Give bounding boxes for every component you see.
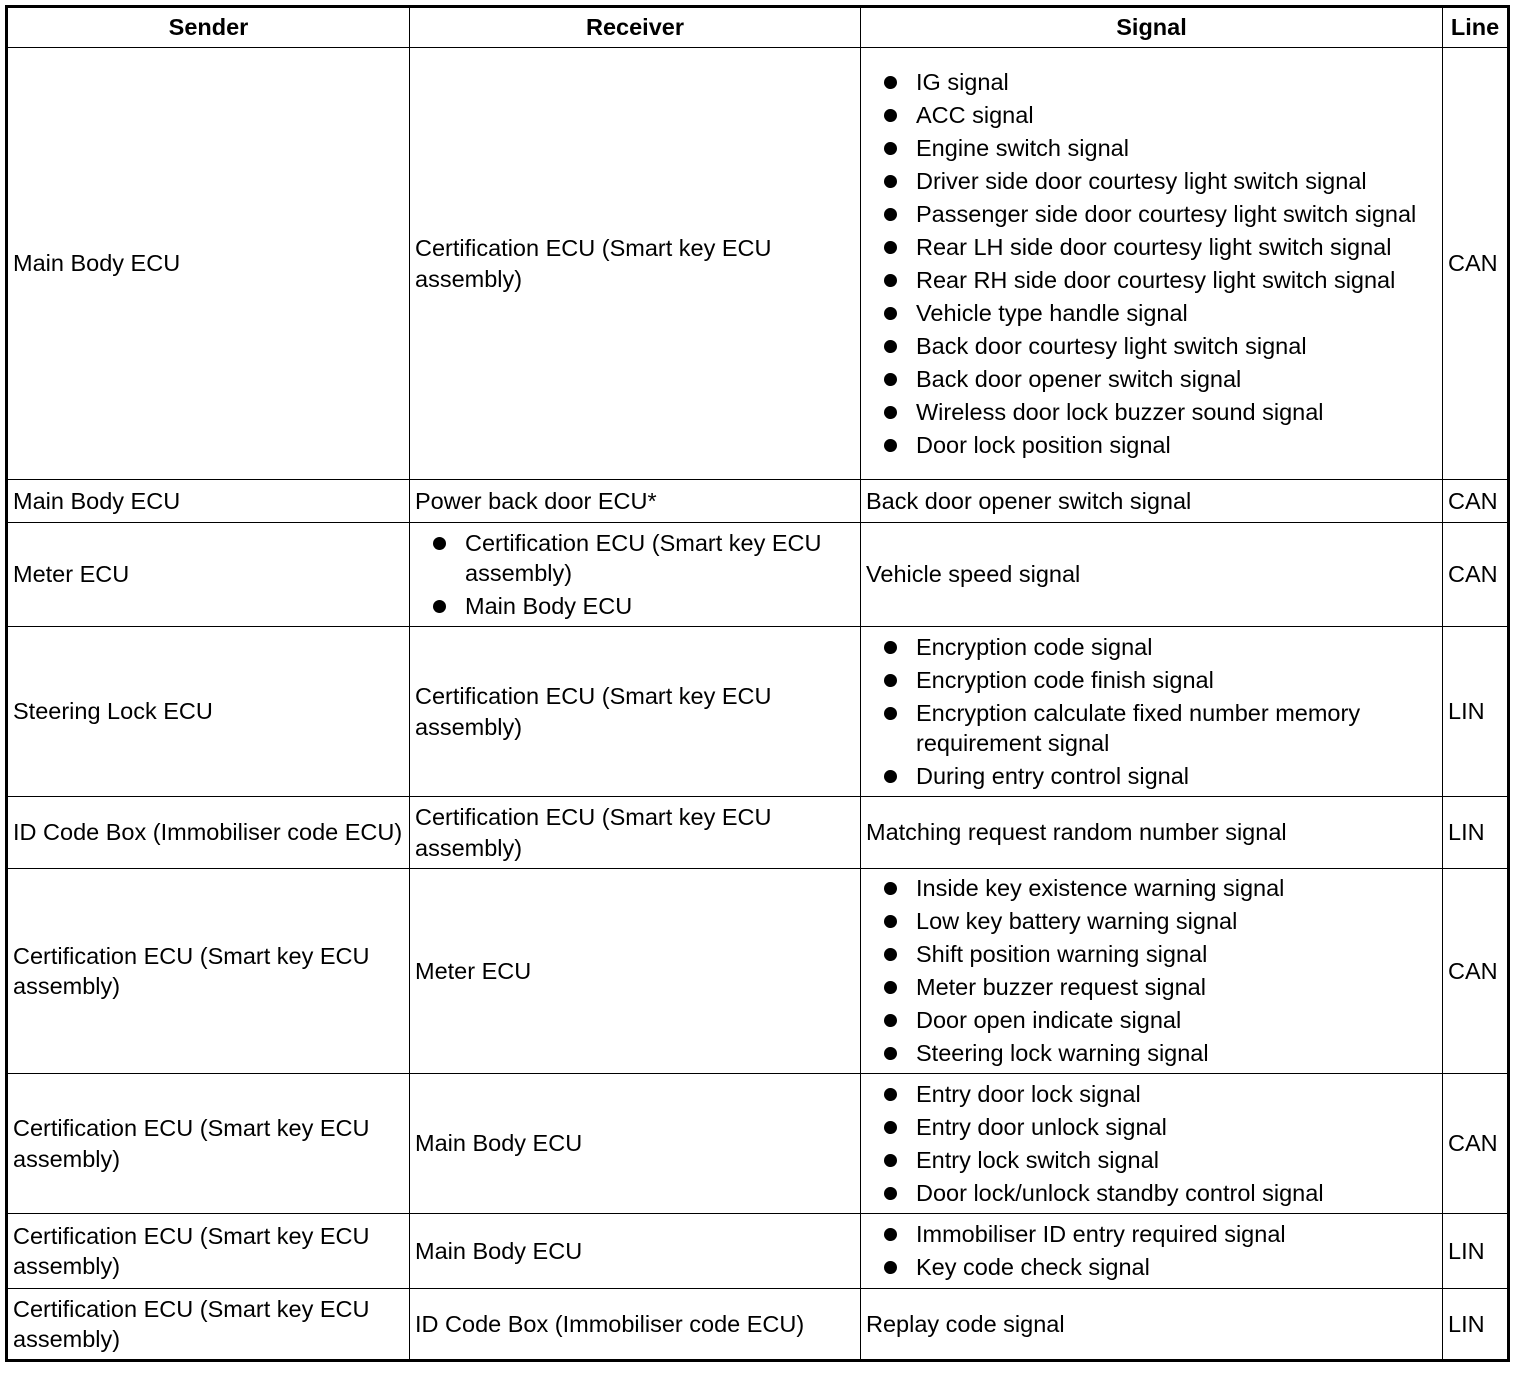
receiver-list [415,528,855,622]
line-cell: CAN [1443,1074,1509,1214]
table-row [7,1074,1509,1214]
signal-item: Vehicle type handle signal [866,298,1437,329]
receiver-cell: ID Code Box (Immobiliser code ECU) [410,1289,861,1361]
signal-cell [861,48,1443,480]
receiver-cell: Main Body ECU [410,1214,861,1289]
line-cell: CAN [1443,480,1509,523]
signal-list [866,1079,1437,1209]
table-header-row [7,7,1509,48]
sender-cell: ID Code Box (Immobiliser code ECU) [7,797,410,869]
signal-item: Low key battery warning signal [866,906,1437,937]
table-row [7,627,1509,797]
signal-item: Door lock position signal [866,430,1437,461]
table-row [7,869,1509,1074]
signal-item: Back door opener switch signal [866,364,1437,395]
signal-list [866,632,1437,792]
sender-cell: Meter ECU [7,523,410,627]
sender-cell: Certification ECU (Smart key ECU assembly) [7,869,410,1074]
receiver-cell: Certification ECU (Smart key ECU assembly) [410,48,861,480]
signal-cell: Back door opener switch signal [861,480,1443,523]
signal-cell [861,869,1443,1074]
sender-cell: Main Body ECU [7,48,410,480]
table-row [7,48,1509,480]
signal-item: IG signal [866,67,1437,98]
signal-item: Meter buzzer request signal [866,972,1437,1003]
signal-item: Entry door lock signal [866,1079,1437,1110]
signal-item: Back door courtesy light switch signal [866,331,1437,362]
line-cell: LIN [1443,1289,1509,1361]
signal-item: Encryption code finish signal [866,665,1437,696]
signal-cell [861,1214,1443,1289]
header-line: Line [1443,7,1509,48]
line-cell: LIN [1443,627,1509,797]
table-row [7,523,1509,627]
signal-cell [861,627,1443,797]
signal-list [866,873,1437,1069]
receiver-cell: Main Body ECU [410,1074,861,1214]
signal-item: Shift position warning signal [866,939,1437,970]
receiver-cell: Meter ECU [410,869,861,1074]
table-row [7,1289,1509,1361]
receiver-item: Certification ECU (Smart key ECU assembly) [415,528,855,589]
line-cell: CAN [1443,48,1509,480]
signal-cell: Replay code signal [861,1289,1443,1361]
signal-item: Encryption calculate fixed number memory requirement signal [866,698,1437,759]
signal-item: Inside key existence warning signal [866,873,1437,904]
signal-item: Encryption code signal [866,632,1437,663]
receiver-cell: Power back door ECU* [410,480,861,523]
sender-cell: Steering Lock ECU [7,627,410,797]
table-row [7,1214,1509,1289]
header-receiver: Receiver [410,7,861,48]
sender-cell: Main Body ECU [7,480,410,523]
signal-item: Door lock/unlock standby control signal [866,1178,1437,1209]
signal-list [866,1219,1437,1283]
signal-list [866,67,1437,461]
line-cell: LIN [1443,797,1509,869]
line-cell: CAN [1443,869,1509,1074]
signal-cell: Vehicle speed signal [861,523,1443,627]
receiver-cell [410,523,861,627]
line-cell: LIN [1443,1214,1509,1289]
signal-item: Steering lock warning signal [866,1038,1437,1069]
signal-item: Driver side door courtesy light switch signal [866,166,1437,197]
signal-item: ACC signal [866,100,1437,131]
table-row [7,797,1509,869]
receiver-cell: Certification ECU (Smart key ECU assembly) [410,627,861,797]
sender-cell: Certification ECU (Smart key ECU assembly) [7,1074,410,1214]
signal-cell: Matching request random number signal [861,797,1443,869]
signal-item: During entry control signal [866,761,1437,792]
line-cell: CAN [1443,523,1509,627]
signal-item: Immobiliser ID entry required signal [866,1219,1437,1250]
communication-table [5,5,1510,1362]
signal-item: Rear LH side door courtesy light switch signal [866,232,1437,263]
signal-item: Wireless door lock buzzer sound signal [866,397,1437,428]
signal-item: Door open indicate signal [866,1005,1437,1036]
signal-item: Entry lock switch signal [866,1145,1437,1176]
receiver-cell: Certification ECU (Smart key ECU assembly) [410,797,861,869]
header-signal: Signal [861,7,1443,48]
table-row [7,480,1509,523]
receiver-item: Main Body ECU [415,591,855,622]
signal-item: Rear RH side door courtesy light switch signal [866,265,1437,296]
signal-item: Passenger side door courtesy light switch signal [866,199,1437,230]
signal-item: Key code check signal [866,1252,1437,1283]
sender-cell: Certification ECU (Smart key ECU assembly) [7,1289,410,1361]
signal-item: Engine switch signal [866,133,1437,164]
signal-item: Entry door unlock signal [866,1112,1437,1143]
sender-cell: Certification ECU (Smart key ECU assembly) [7,1214,410,1289]
header-sender: Sender [7,7,410,48]
signal-cell [861,1074,1443,1214]
